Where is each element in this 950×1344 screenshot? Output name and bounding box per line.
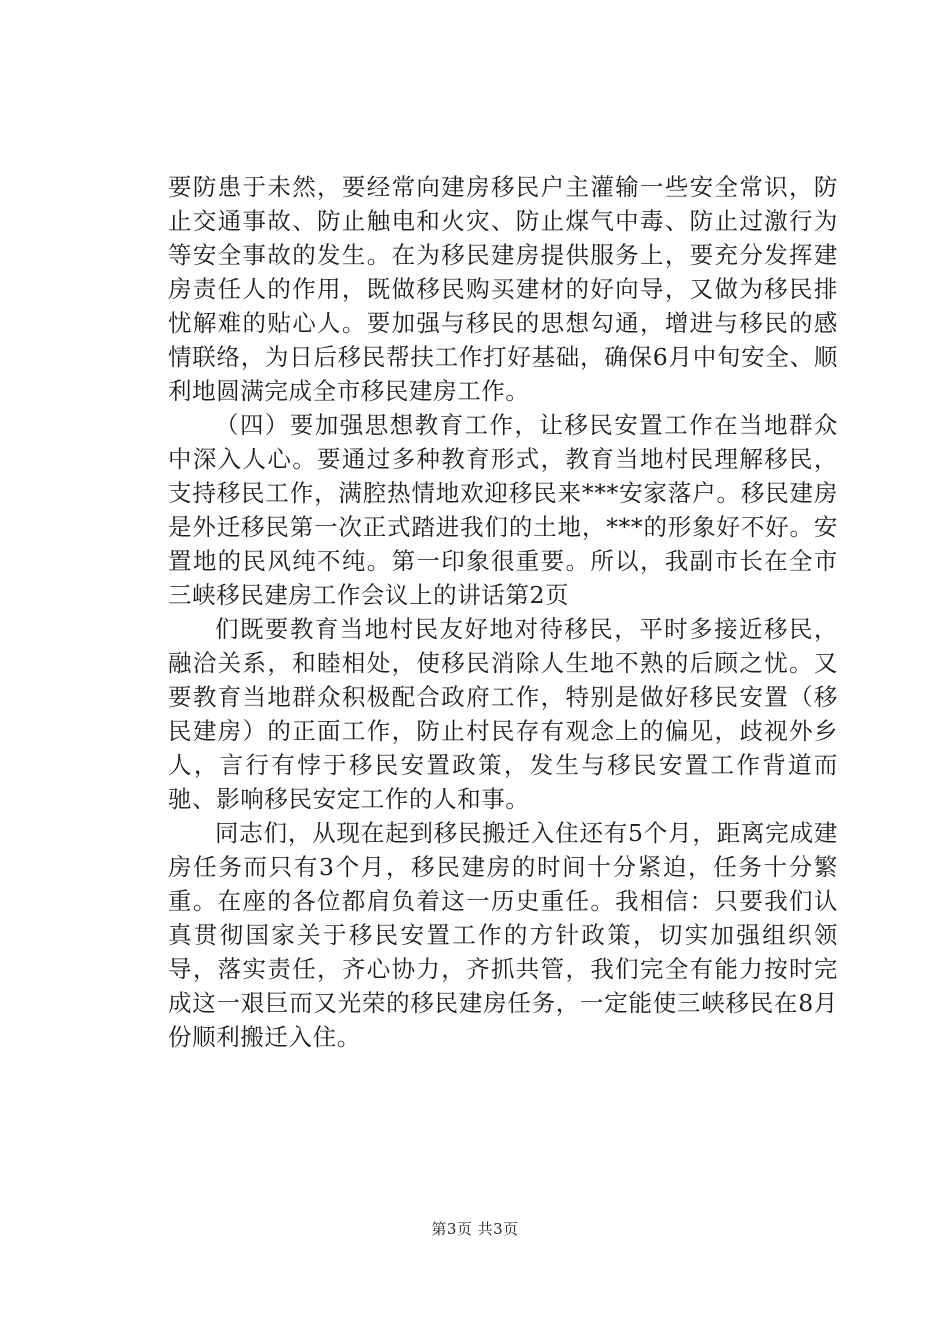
body-text (168, 170, 838, 1054)
paragraph-1: 要防患于未然，要经常向建房移民户主灌输一些安全常识，防止交通事故、防止触电和火灾、防止煤气中毒、防止过激行为等安全事故的发生。在为移民建房提供服务上，要充分发挥建房责任人的作用，既做移民购买建材的好向导，又做为移民排忧解难的贴心人。要加强与移民的思想勾通，增进与移民的感情联络，为日后移民帮扶工作打好基础，确保6月中旬安全、顺利地圆满完成全市移民建房工作。 (168, 173, 838, 405)
page-footer: 第3页 共3页 (431, 1220, 519, 1238)
paragraph-4: 同志们，从现在起到移民搬迁入住还有5个月，距离完成建房任务而只有3个月，移民建房的时间十分紧迫，任务十分繁重。在座的各位都肩负着这一历史重任。我相信：只要我们认真贯彻国家关于移民安置工作的方针政策，切实加强组织领导，落实责任，齐心协力，齐抓共管，我们完全有能力按时完成这一艰巨而又光荣的移民建房任务，一定能使三峡移民在8月份顺利搬迁入住。 (168, 819, 838, 1051)
paragraph-3: 们既要教育当地村民友好地对待移民，平时多接近移民，融洽关系，和睦相处，使移民消除人生地不熟的后顾之忧。又要教育当地群众积极配合政府工作，特别是做好移民安置（移民建房）的正面工作，防止村民存有观念上的偏见，歧视外乡人，言行有悖于移民安置政策，发生与移民安置工作背道而驰、影响移民安定工作的人和事。 (168, 615, 838, 813)
paragraph-2: （四）要加强思想教育工作，让移民安置工作在当地群众中深入人心。要通过多种教育形式，教育当地村民理解移民，支持移民工作，满腔热情地欢迎移民来***安家落户。移民建房是外迁移民第一次正式踏进我们的土地，***的形象好不好。安置地的民风纯不纯。第一印象很重要。所以，我副市长在全市三峡移民建房工作会议上的讲话第2页 (168, 411, 838, 609)
